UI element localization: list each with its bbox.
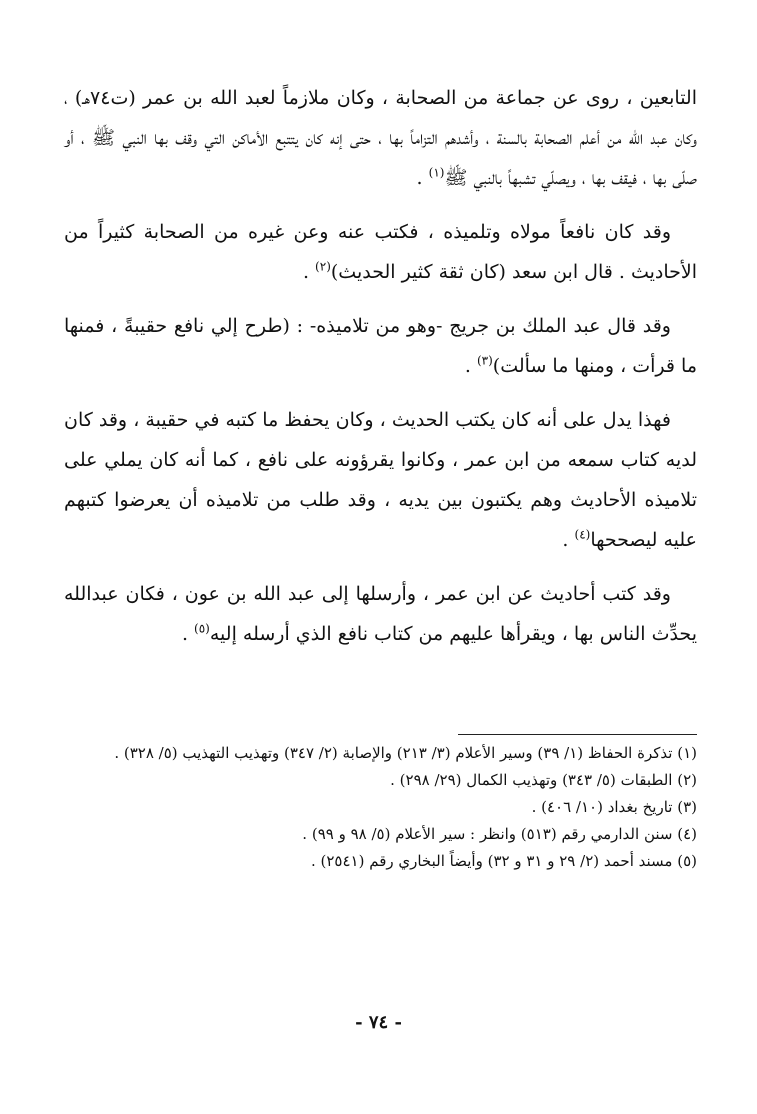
footnote-reference: (٥) <box>194 621 210 636</box>
paragraph-5 <box>64 574 697 654</box>
paragraph-3 <box>64 306 697 386</box>
paragraph-tail: . <box>416 167 429 189</box>
paragraph-2 <box>64 212 697 292</box>
footnote-reference: (٤) <box>574 527 591 542</box>
footnote-2: (٢) الطبقات (٥/ ٣٤٣) وتهذيب الكمال (٢٩/ ٢٩٨) . <box>390 771 697 789</box>
paragraph-text: فهذا يدل على أنه كان يكتب الحديث ، وكان يحفظ ما كتبه في حقيبة ، وقد كان لديه كتاب سمعه من ابن عمر ، وكانوا يقرؤونه على نافع ، كما أنه كان يملي على تلاميذه الأحاديث وهم يكتبون بين يديه ، وقد طلب من تلاميذه أن يعرضوا كتبهم عليه ليصححها <box>64 409 697 551</box>
footnotes <box>64 740 697 875</box>
paragraph-tail: . <box>181 623 195 645</box>
footnote-reference: (٣) <box>476 353 493 368</box>
page-number: - ٧٤ - <box>355 1012 402 1033</box>
footnote-4: (٤) سنن الدارمي رقم (٥١٣) وانظر : سير الأعلام (٥/ ٩٨ و ٩٩) . <box>302 825 697 843</box>
footnote-3: (٣) تاريخ بغداد (١٠/ ٤٠٦) . <box>531 798 697 816</box>
paragraph-text: التابعين ، روى عن جماعة من الصحابة ، وكان ملازماً لعبد الله بن عمر (ت٧٤هـ) ، وكان عبد الله من أعلم الصحابة بالسنة ، وأشدهم التزاماً بها ، حتى إنه كان يتتبع الأماكن التي وقف بها النبي ﷺ ، أو صلّى بها ، فيقف بها ، ويصلّي تشبهاً بالنبي ﷺ <box>64 87 697 189</box>
footnote-reference: (٢) <box>315 259 331 274</box>
paragraph-tail: . <box>302 261 316 283</box>
paragraph-text: وقد قال عبد الملك بن جريج -وهو من تلاميذه- : (طرح إلي نافع حقيبةً ، فمنها ما قرأت ، ومنها ما سألت) <box>64 315 697 377</box>
paragraph-1 <box>64 78 697 198</box>
paragraph-tail: . <box>464 355 477 377</box>
main-text <box>64 78 697 668</box>
footnote-separator <box>458 734 697 735</box>
footnote-5: (٥) مسند أحمد (٢/ ٢٩ و ٣١ و ٣٢) وأيضاً البخاري رقم (٢٥٤١) . <box>310 852 697 870</box>
paragraph-tail: . <box>562 529 575 551</box>
footnote-reference: (١) <box>428 165 445 180</box>
footnote-1: (١) تذكرة الحفاظ (١/ ٣٩) وسير الأعلام (٣/ ٢١٣) والإصابة (٢/ ٣٤٧) وتهذيب التهذيب (٥/ ٣٢٨) . <box>114 744 697 762</box>
paragraph-text: وقد كان نافعاً مولاه وتلميذه ، فكتب عنه وعن غيره من الصحابة كثيراً من الأحاديث . قال ابن سعد (كان ثقة كثير الحديث) <box>64 221 697 283</box>
paragraph-4 <box>64 400 697 560</box>
paragraph-text: وقد كتب أحاديث عن ابن عمر ، وأرسلها إلى عبد الله بن عون ، فكان عبدالله يحدِّث الناس بها ، ويقرأها عليهم من كتاب نافع الذي أرسله إليه <box>64 583 697 645</box>
